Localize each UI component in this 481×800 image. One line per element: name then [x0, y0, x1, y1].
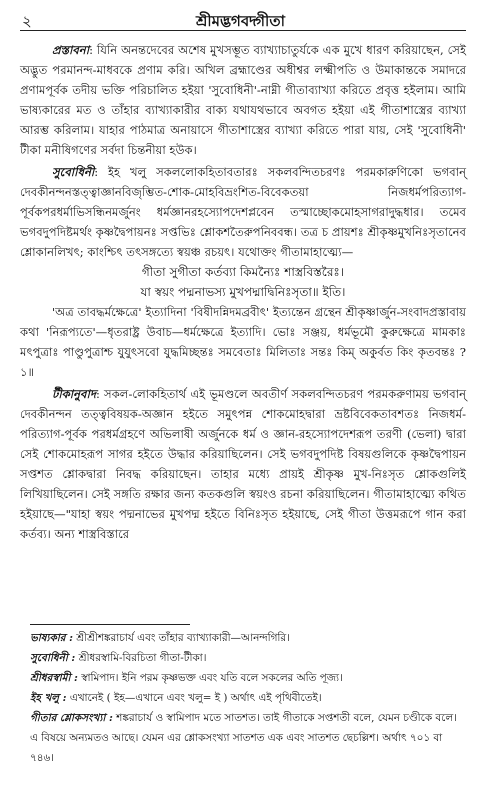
footnote-key: শ্রীধরস্বামী :	[30, 672, 78, 684]
intro-paragraph	[20, 40, 466, 160]
footnote-item	[30, 628, 466, 648]
footnote-item	[30, 688, 466, 708]
subodhini-paragraph-continued: 'অত্র তাবদ্ধর্মক্ষেত্রে' ইত্যাদিনা 'বিষীদন্নিদমব্রবীৎ' ইত্যন্তেন গ্রন্থেন শ্রীকৃষ্ণার্জুন-সংবাদপ্রস্তাবায় কথা 'নিরূপ্যতে'—ধৃতরাষ্ট্র উবাচ—ধর্মক্ষেত্রে ইত্যাদি। ভোঃ সঞ্জয়, ধর্মভূমৌ কুরুক্ষেত্রে মামকাঃ মৎপুত্রাঃ পাণ্ডুপুত্রাশ্চ যুযুৎসবো যুদ্ধমিচ্ছন্তঃ সমবেতাঃ মিলিতাঃ সন্তঃ কিম্ অকুর্বত কিং কৃতবন্তঃ ? ১॥	[20, 305, 466, 379]
footnote-key: সুবোধিনী :	[30, 652, 76, 664]
footnote-text: শ্রীধরস্বামি-বিরচিতা গীতা-টীকা।	[78, 652, 207, 664]
page-title: শ্রীমদ্ভগবদ্গীতা	[196, 12, 285, 30]
verse-line-1: গীতা সুগীতা কর্তব্যা কিমন্যৈঃ শাস্ত্রবিস্তরৈঃ।	[141, 265, 345, 279]
footnote-key: ইহ খলু :	[30, 692, 67, 704]
footnote-text: এখানেই ( ইহ—এখানে এবং খলু= ই ) অর্থাৎ এই পৃথিবীতেই।	[69, 692, 322, 704]
translation-label: টীকানুবাদ	[52, 387, 96, 401]
footnote-item	[30, 648, 466, 668]
subodhini-paragraph	[20, 162, 466, 262]
intro-label: প্রস্তাবনা	[52, 43, 90, 57]
main-text	[20, 40, 466, 544]
subodhini-text: : ইহ খলু সকললোকহিতাবতারঃ সকলবন্দিতচরণঃ পরমকারুণিকো ভগবান্ দেবকীনন্দনস্তত্ত্বাজ্ঞানবিজৃম্ভিত-শোক-মোহবিভ্রংশিত-বিবেকতয়া নিজধর্মপরিত্যাগ-পূর্বকপরধর্মাভিসন্ধিনমর্জুনং ধর্মজ্ঞানরহস্যোপদেশপ্লবেন তস্মাচ্ছোকমোহসাগরাদুদ্ধধার। তমেব ভগবদুপদিষ্টমর্থং কৃষ্ণদ্বৈপায়নঃ সপ্তভিঃ শ্লোকশতৈরুপনিববন্ধ। তত্র চ প্রায়শঃ শ্রীকৃষ্ণমুখনিঃসৃতানেব শ্লোকানলিখৎ; কাংশ্চিৎ তৎসঙ্গত্যে স্বয়ঞ্চ রচয়ৎ। যথোক্তং গীতামাহাত্ম্যে—	[20, 165, 466, 259]
footnote-item	[30, 668, 466, 688]
footnote-key: গীতার শ্লোকসংখ্যা :	[30, 712, 113, 724]
verse-line-2: যা স্বয়ং পদ্মনাভস্য মুখপদ্মাদ্বিনিঃসৃতা॥ ইতি।	[140, 285, 346, 299]
page-number: ২	[22, 12, 32, 30]
footnote-key: ভাষ্যকার :	[30, 632, 73, 644]
intro-text: : যিনি অনন্তদেবের অশেষ মুখসম্ভূত ব্যাখ্যাচাতুর্যকে এক মুখে ধারণ করিয়াছেন, সেই অদ্ভুত পরমানন্দ-মাধবকে প্রণাম করি। অখিল ব্রহ্মাণ্ডের অধীশ্বর লক্ষ্মীপতি ও উমাকান্তকে সমাদরে প্রণামপূর্বক তদীয় ভক্তি পরিচালিত হইয়া 'সুবোধিনী'-নাম্নী গীতাব্যাখ্যা করিতে প্রবৃত্ত হইলাম। আমি ভাষ্যকারের মত ও তাঁহার ব্যাখ্যাকারীর বাক্য যথাযথভাবে অবগত হইয়া এই গীতাশাস্ত্রের ব্যাখ্যা আরম্ভ করিলাম। যাহার পাঠমাত্র অনায়াসে গীতাশাস্ত্রের ব্যাখ্যা করিতে পারা যায়, সেই 'সুবোধিনী' টীকা মনীষিগণের সর্বদা চিন্তনীয়া হউক।	[20, 43, 466, 157]
translation-paragraph	[20, 384, 466, 544]
footnote-rule	[30, 624, 190, 625]
footnote-text: শ্রীশ্রীশঙ্করাচার্য এবং তাঁহার ব্যাখ্যাকারী—আনন্দগিরি।	[76, 632, 290, 644]
header-rule	[20, 30, 466, 31]
footnotes	[30, 628, 466, 768]
footnote-text: শঙ্করাচার্য ও স্বামিপাদ মতে সাতশত। তাই গীতাকে সপ্তশতী বলে, যেমন চণ্ডীকে বলে। এ বিষয়ে অন্যমতও আছে। যেমন এর শ্লোকসংখ্যা সাতশত এক এবং সাতশত ছেচল্লিশ। অর্থাৎ ৭০১ বা ৭৪৬।	[30, 712, 457, 764]
footnote-text: স্বামিপাদ। ইনি পরম কৃষ্ণভক্ত এবং যতি বলে সকলের অতি পূজ্য।	[81, 672, 343, 684]
translation-text: : সকল-লোকহিতার্থ এই ভূমণ্ডলে অবতীর্ণ সকলবন্দিতচরণ পরমকরুণাময় ভগবান্ দেবকীনন্দন তত্ত্ববিষয়ক-অজ্ঞান হইতে সমুৎপন্ন শোকমোহদ্বারা ভ্রষ্টবিবেকতাবশতঃ নিজধর্ম-পরিত্যাগ-পূর্বক পরধর্মগ্রহণে অভিলাষী অর্জুনকে ধর্ম ও জ্ঞান-রহস্যোপদেশরূপ তরণী (ভেলা) দ্বারা সেই শোকমোহরূপ সাগর হইতে উদ্ধার করিয়াছিলেন। সেই ভগবদুপদিষ্ট বিষয়গুলিকে কৃষ্ণদ্বৈপায়ন সপ্তশত শ্লোকদ্বারা নিবদ্ধ করিয়াছেন। তাহার মধ্যে প্রায়ই শ্রীকৃষ্ণ মুখ-নিঃসৃত শ্লোকগুলিই লিখিয়াছিলেন। সেই সঙ্গতি রক্ষার জন্য কতকগুলি স্বয়ংও রচনা করিয়াছিলেন। গীতামাহাত্ম্যে কথিত হইয়াছে—"যাহা স্বয়ং পদ্মনাভের মুখপদ্ম হইতে বিনিঃসৃত হইয়াছে, সেই গীতা উত্তমরূপে গান করা কর্তব্য। অন্য শাস্ত্রবিস্তারে	[20, 387, 466, 541]
footnote-item	[30, 708, 466, 768]
subodhini-label: সুবোধিনী	[52, 165, 95, 179]
